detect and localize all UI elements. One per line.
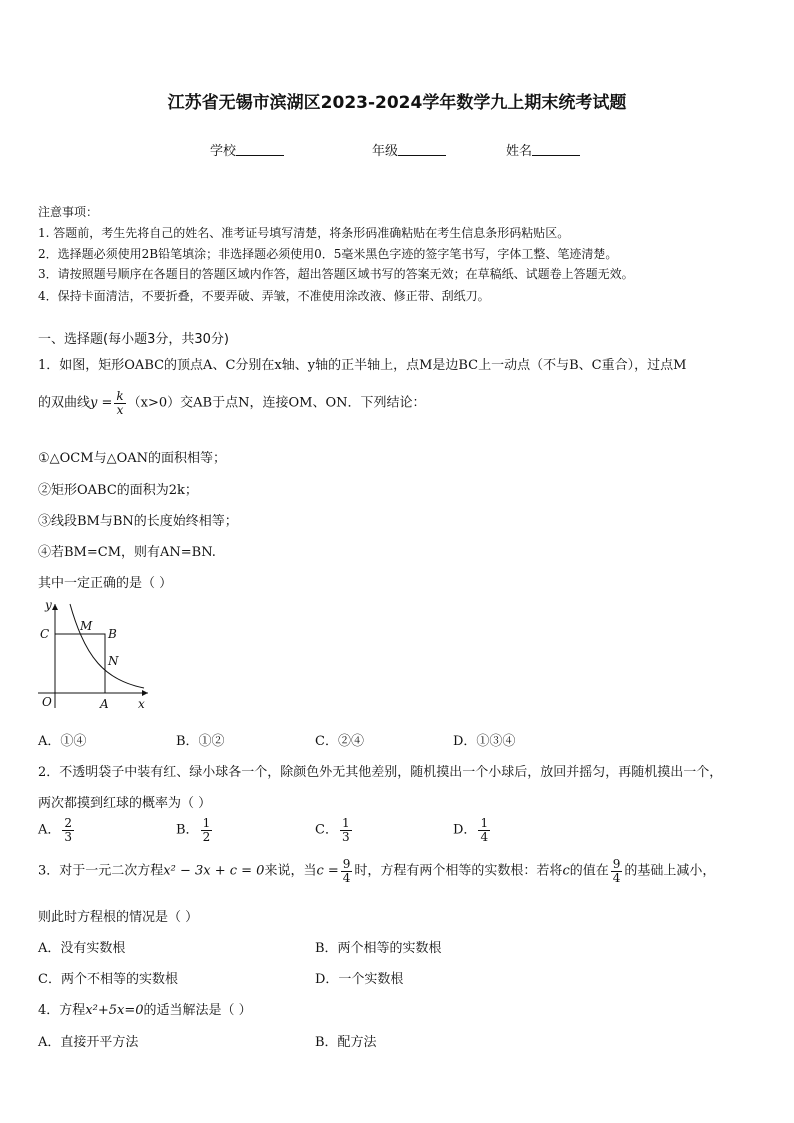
grade-label: 年级 — [372, 144, 399, 159]
q4-stem — [38, 999, 252, 1018]
q2-option-a-fraction — [62, 817, 74, 843]
q2-option-a-den: 3 — [64, 829, 73, 844]
q3-option-b[interactable]: B．两个相等的实数根 — [315, 941, 442, 956]
q3-option-d[interactable]: D．一个实数根 — [315, 972, 404, 987]
q1-figure — [30, 598, 155, 716]
x-axis-arrow — [142, 690, 148, 696]
section-heading: 一、选择题(每小题3分，共30分) — [38, 332, 229, 347]
q2-option-b-fraction — [201, 817, 213, 843]
label-b: B — [108, 627, 117, 641]
school-blank — [236, 143, 284, 156]
q4-option-b[interactable]: B．配方法 — [315, 1035, 377, 1050]
label-a: A — [100, 697, 109, 711]
q2-option-d-fraction — [478, 817, 490, 843]
q1-fraction — [114, 390, 125, 416]
label-m: M — [80, 619, 93, 633]
q1-option-a[interactable]: A．①④ — [38, 734, 87, 749]
q3-mid2: 时，方程有两个相等的实数根：若将 — [354, 863, 563, 879]
notice-item: 1. 答题前，考生先将自己的姓名、准考证号填写清楚，将条形码准确粘贴在考生信息条形码粘贴区。 — [38, 226, 570, 240]
q3-fraction-2-num: 9 — [612, 857, 621, 871]
school-label: 学校 — [210, 144, 237, 159]
q2-option-b-label: B． — [176, 822, 199, 838]
q2-option-c-num: 1 — [341, 816, 350, 830]
page-title: 江苏省无锡市滨湖区2023-2024学年数学九上期末统考试题 — [167, 93, 627, 113]
q1-conclusion-3: ③线段BM与BN的长度始终相等； — [38, 514, 238, 529]
q1-option-d[interactable]: D．①③④ — [453, 734, 516, 749]
q1-option-b[interactable]: B．①② — [176, 734, 225, 749]
q2-option-d-label: D． — [453, 822, 477, 838]
name-blank — [532, 143, 580, 156]
q1-option-c[interactable]: C．②④ — [315, 734, 364, 749]
name-field — [506, 140, 580, 159]
q1-conclusion-4: ④若BM=CM，则有AN=BN. — [38, 545, 216, 560]
q3-mid1: 来说，当 — [264, 863, 317, 879]
q4-equation: x²+5x=0 — [85, 1003, 144, 1018]
q2-option-d-den: 4 — [480, 829, 489, 844]
y-axis-arrow — [52, 604, 58, 610]
q3-c: c — [562, 863, 570, 879]
q2-stem-line2: 两次都摸到红球的概率为（ ） — [38, 796, 212, 811]
label-o: O — [42, 695, 52, 709]
q3-prefix: 3．对于一元二次方程 — [38, 863, 164, 879]
notice-heading: 注意事项： — [38, 205, 99, 219]
q1-fraction-num: k — [116, 389, 124, 403]
q1-stem-suffix: （x>0）交AB于点N，连接OM、ON．下列结论： — [127, 395, 426, 411]
q2-option-b-den: 2 — [202, 829, 211, 844]
q3-stem-line1 — [38, 858, 715, 884]
q4-option-a[interactable]: A．直接开平方法 — [38, 1035, 139, 1050]
q3-fraction-1-den: 4 — [342, 870, 351, 885]
q1-function: y = — [90, 395, 113, 411]
q2-option-d-num: 1 — [480, 816, 489, 830]
q1-conclusion-1: ①△OCM与△OAN的面积相等； — [38, 451, 226, 466]
rectangle-oabc — [55, 634, 105, 693]
q3-fraction-2 — [611, 858, 623, 884]
notice-item: 4．保持卡面清洁，不要折叠，不要弄破、弄皱，不准使用涂改液、修正带、刮纸刀。 — [38, 289, 490, 303]
q4-prefix: 4．方程 — [38, 1003, 86, 1018]
label-x: x — [138, 697, 145, 711]
q3-fraction-1-num: 9 — [342, 857, 351, 871]
notice-item: 3．请按照题号顺序在各题目的答题区域内作答，超出答题区域书写的答案无效；在草稿纸、试题卷上答题无效。 — [38, 267, 634, 281]
label-c: C — [40, 627, 50, 641]
q3-fraction-1 — [341, 858, 353, 884]
q3-mid3: 的值在 — [569, 863, 609, 879]
label-y: y — [45, 598, 52, 612]
label-n: N — [108, 654, 119, 668]
q3-cvar: c = — [316, 863, 339, 879]
q3-option-c[interactable]: C．两个不相等的实数根 — [38, 972, 178, 987]
q2-option-c[interactable] — [315, 817, 354, 843]
hyperbola-curve — [70, 604, 144, 688]
q2-stem-line1: 2．不透明袋子中装有红、绿小球各一个，除颜色外无其他差别，随机摸出一个小球后，放回并摇匀，再随机摸出一个， — [38, 765, 723, 780]
name-label: 姓名 — [506, 144, 533, 159]
notice-item: 2．选择题必须使用2B铅笔填涂；非选择题必须使用0．5毫米黑色字迹的签字笔书写，字体工整、笔迹清楚。 — [38, 247, 618, 261]
q3-equation: x² − 3x + c = 0 — [163, 863, 265, 879]
school-field — [210, 140, 284, 159]
q1-stem-line2 — [38, 390, 426, 416]
q1-stem-prefix: 的双曲线 — [38, 395, 91, 411]
q2-option-a[interactable] — [38, 817, 76, 843]
q2-option-a-label: A． — [38, 822, 61, 838]
q1-fraction-den: x — [114, 403, 125, 417]
q1-question: 其中一定正确的是（ ） — [38, 576, 173, 591]
q4-suffix: 的适当解法是（ ） — [143, 1003, 252, 1018]
q3-fraction-2-den: 4 — [612, 870, 621, 885]
q2-option-c-label: C． — [315, 822, 338, 838]
q2-option-d[interactable] — [453, 817, 492, 843]
q3-stem-line2: 则此时方程根的情况是（ ） — [38, 910, 199, 925]
q2-option-c-den: 3 — [341, 829, 350, 844]
q2-option-c-fraction — [340, 817, 352, 843]
q1-stem-line1: 1．如图，矩形OABC的顶点A、C分别在x轴、y轴的正半轴上，点M是边BC上一动点（不与B、C重合），过点M — [38, 358, 687, 373]
q2-option-a-num: 2 — [64, 816, 73, 830]
grade-field — [372, 140, 446, 159]
q2-option-b[interactable] — [176, 817, 214, 843]
q3-suffix: 的基础上减小， — [624, 863, 716, 879]
q2-option-b-num: 1 — [202, 816, 211, 830]
grade-blank — [398, 143, 446, 156]
q3-option-a[interactable]: A．没有实数根 — [38, 941, 126, 956]
q1-conclusion-2: ②矩形OABC的面积为2k； — [38, 483, 198, 498]
